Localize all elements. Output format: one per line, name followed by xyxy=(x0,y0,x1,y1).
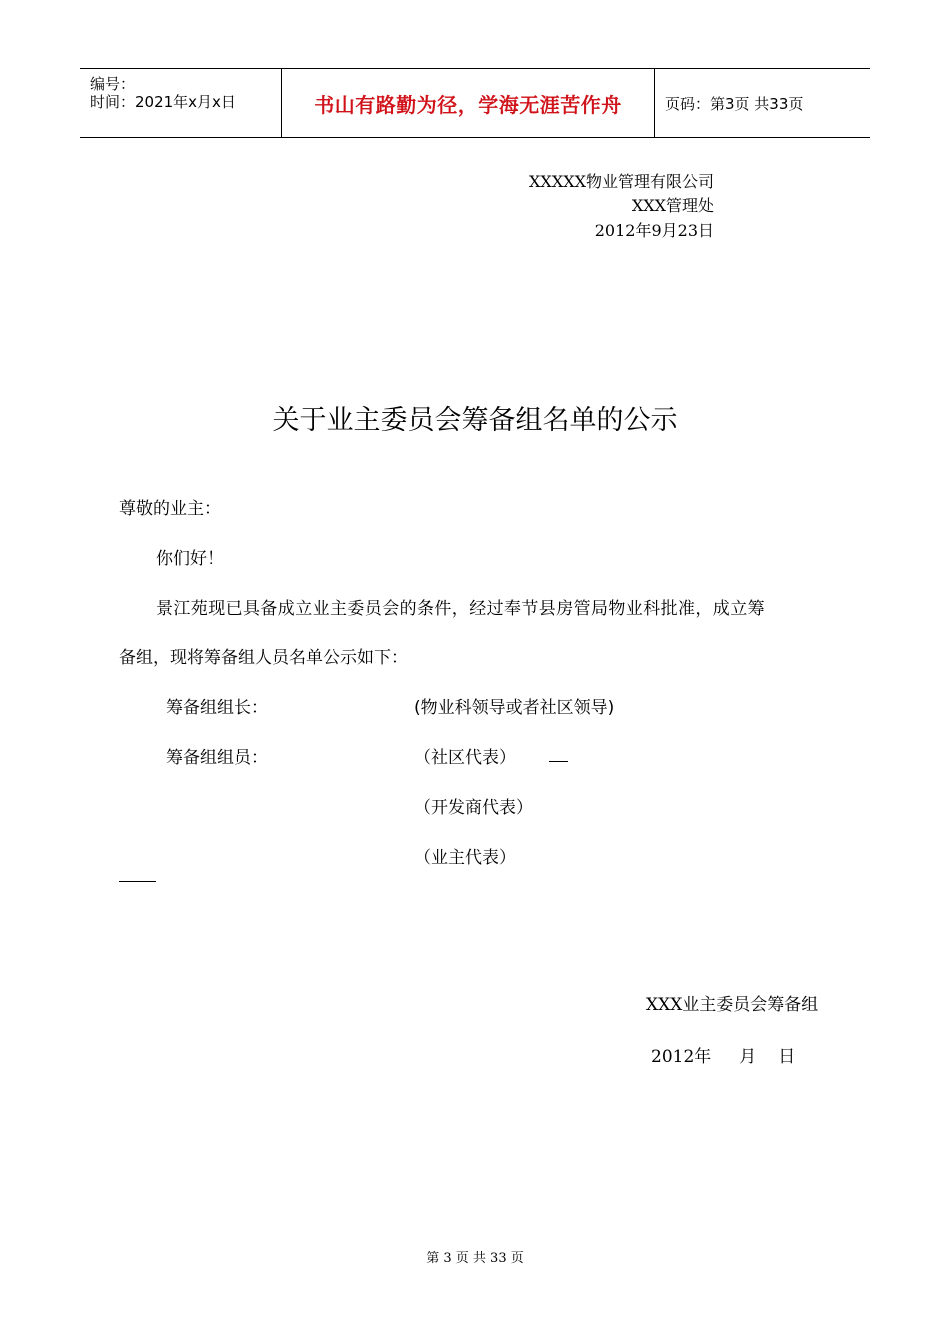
page-footer: 第 3 页 共 33 页 xyxy=(426,1251,524,1266)
blank-underline xyxy=(549,761,568,762)
salutation: 尊敬的业主： xyxy=(119,499,221,519)
separator-line xyxy=(119,881,156,882)
document-time-label: 时间：2021年x月x日 xyxy=(90,93,236,111)
signature-year: 2012年 xyxy=(651,1047,712,1067)
member-label: 筹备组组员： xyxy=(166,748,268,768)
member-value-developer: （开发商代表） xyxy=(414,798,533,818)
header-meta-cell xyxy=(80,69,282,137)
notice-title: 关于业主委员会筹备组名单的公示 xyxy=(272,405,678,436)
signature-day: 日 xyxy=(778,1047,796,1067)
member-value-community: （社区代表） xyxy=(414,748,516,768)
signature-date xyxy=(651,1042,795,1067)
paragraph-line-1: 景江苑现已具备成立业主委员会的条件，经过奉节县房管局物业科批准，成立筹 xyxy=(156,599,765,619)
signature-month: 月 xyxy=(739,1047,757,1067)
issuer-date: 2012年9月23日 xyxy=(594,221,714,240)
signature-group: XXX业主委员会筹备组 xyxy=(646,995,819,1015)
header-page-info: 页码：第3页 共33页 xyxy=(665,94,804,113)
header-motto-cell xyxy=(282,69,655,137)
paragraph-line-2: 备组，现将筹备组人员名单公示如下： xyxy=(119,648,408,668)
document-number-label: 编号： xyxy=(90,75,136,93)
issuer-office: XXX管理处 xyxy=(631,196,714,215)
header-table xyxy=(80,68,870,138)
leader-label: 筹备组组长： xyxy=(166,698,268,718)
greeting: 你们好！ xyxy=(156,549,224,569)
leader-value: (物业科领导或者社区领导) xyxy=(414,698,615,718)
member-value-owner: （业主代表） xyxy=(414,848,516,868)
header-motto: 书山有路勤为径，学海无涯苦作舟 xyxy=(314,92,622,117)
header-page-cell xyxy=(655,69,870,137)
issuer-company: XXXXX物业管理有限公司 xyxy=(529,172,714,191)
